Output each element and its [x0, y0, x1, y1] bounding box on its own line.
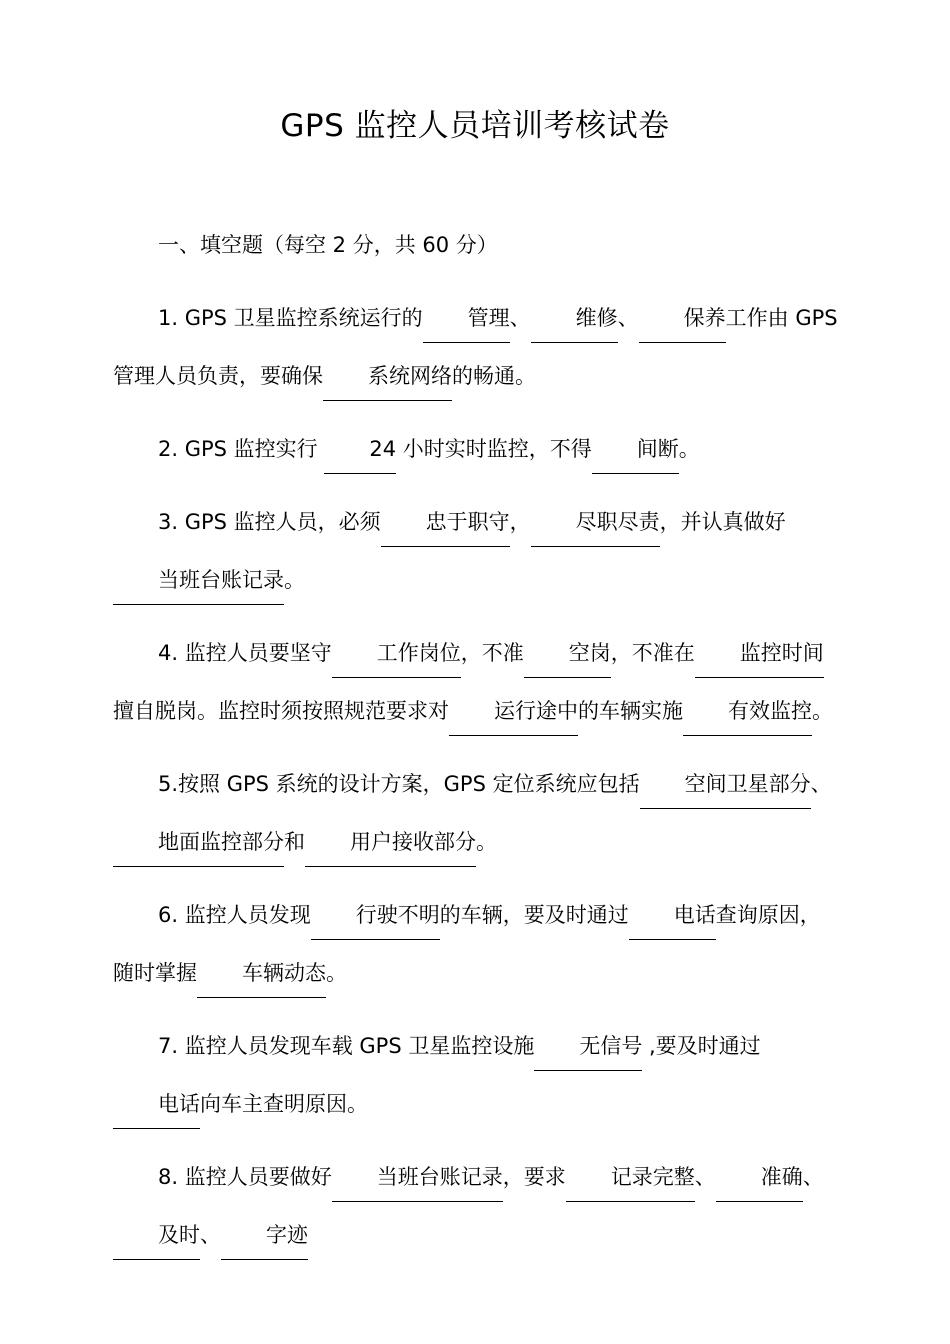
- answer-blank: 系统网络: [323, 347, 452, 405]
- question-text: 。: [284, 568, 305, 592]
- answer-blank: 准确: [716, 1148, 803, 1206]
- question-text: ，不准: [460, 641, 524, 665]
- question-text: 、: [509, 306, 531, 330]
- question-text: 7. 监控人员发现车载 GPS 卫星监控设施: [158, 1034, 535, 1058]
- question-text: ，要求: [502, 1165, 566, 1189]
- answer-blank: 地面监控部分: [113, 813, 284, 871]
- question-text: 小时实时监控，不得: [396, 437, 592, 461]
- answer-blank: 当班台账记录: [332, 1148, 503, 1206]
- question-text: 的车辆，要及时通过: [439, 903, 629, 927]
- question-text: 6. 监控人员发现: [158, 903, 311, 927]
- section-heading: 一、填空题（每空 2 分，共 60 分）: [158, 233, 498, 257]
- answer-blank: 24: [324, 420, 396, 478]
- question-text: 、: [802, 1165, 824, 1189]
- question-text: 2. GPS 监控实行: [158, 437, 325, 461]
- answer-blank: 有效监控: [683, 682, 812, 740]
- question-text: ，不准在: [610, 641, 695, 665]
- question-list: [113, 289, 838, 1264]
- question-4: [113, 624, 838, 740]
- question-text: 向车主查明原因。: [200, 1092, 368, 1116]
- question-text: 4. 监控人员要坚守: [158, 641, 332, 665]
- question-6: [113, 886, 838, 1002]
- answer-blank: 电话: [629, 886, 716, 944]
- answer-blank: 运行途中: [449, 682, 578, 740]
- answer-blank: 监控时间: [695, 624, 824, 682]
- question-text: 擅自脱岗。监控时须按照规范要求对: [113, 699, 449, 723]
- answer-blank: 电话: [113, 1075, 200, 1133]
- question-text: 、: [617, 306, 639, 330]
- answer-blank: 用户接收部分: [305, 813, 476, 871]
- question-text: 的车辆实施: [578, 699, 683, 723]
- question-text: 。: [678, 437, 700, 461]
- answer-blank: 工作岗位: [332, 624, 461, 682]
- answer-blank: 记录完整: [566, 1148, 695, 1206]
- question-text: 、: [694, 1165, 716, 1189]
- question-2: [113, 420, 838, 478]
- question-text: 8. 监控人员要做好: [158, 1165, 332, 1189]
- question-text: ，: [509, 510, 531, 534]
- question-text: 1. GPS 卫星监控系统运行的: [158, 306, 423, 330]
- question-7: [113, 1017, 838, 1133]
- question-text: 、: [810, 772, 832, 796]
- question-text: 。: [812, 699, 833, 723]
- answer-blank: 空岗: [524, 624, 611, 682]
- answer-blank: 及时: [113, 1206, 200, 1264]
- answer-blank: 无信号: [534, 1017, 642, 1075]
- question-text: 5.按照 GPS 系统的设计方案，GPS 定位系统应包括: [158, 772, 640, 796]
- question-1: [113, 289, 838, 405]
- question-text: 。: [476, 830, 497, 854]
- answer-blank: 当班台账记录: [113, 551, 284, 609]
- question-3: [113, 493, 838, 609]
- answer-blank: 管理: [423, 289, 510, 347]
- question-text: 、: [200, 1223, 221, 1247]
- question-5: [113, 755, 838, 871]
- question-text: 。: [326, 961, 347, 985]
- answer-blank: 维修: [531, 289, 618, 347]
- document-title: GPS 监控人员培训考核试卷: [280, 108, 670, 144]
- question-text: ,要及时通过: [642, 1034, 761, 1058]
- question-text: 3. GPS 监控人员，必须: [158, 510, 381, 534]
- question-8: [113, 1148, 838, 1264]
- question-text: 查询原因，随时掌握: [113, 903, 821, 985]
- answer-blank: 车辆动态: [197, 944, 326, 1002]
- question-text: 和: [284, 830, 305, 854]
- answer-blank: 行驶不明: [311, 886, 440, 944]
- question-text: ，并认真做好: [659, 510, 786, 534]
- question-text: 工作由 GPS 管理人员负责，要确保: [113, 306, 838, 388]
- answer-blank: 保养: [639, 289, 726, 347]
- question-text: 的畅通。: [452, 364, 536, 388]
- answer-blank: 间断: [592, 420, 679, 478]
- answer-blank: 字迹: [221, 1206, 308, 1264]
- answer-blank: 尽职尽责: [531, 493, 660, 551]
- answer-blank: 空间卫星部分: [640, 755, 811, 813]
- document-body: [113, 216, 838, 1279]
- answer-blank: 忠于职守: [381, 493, 510, 551]
